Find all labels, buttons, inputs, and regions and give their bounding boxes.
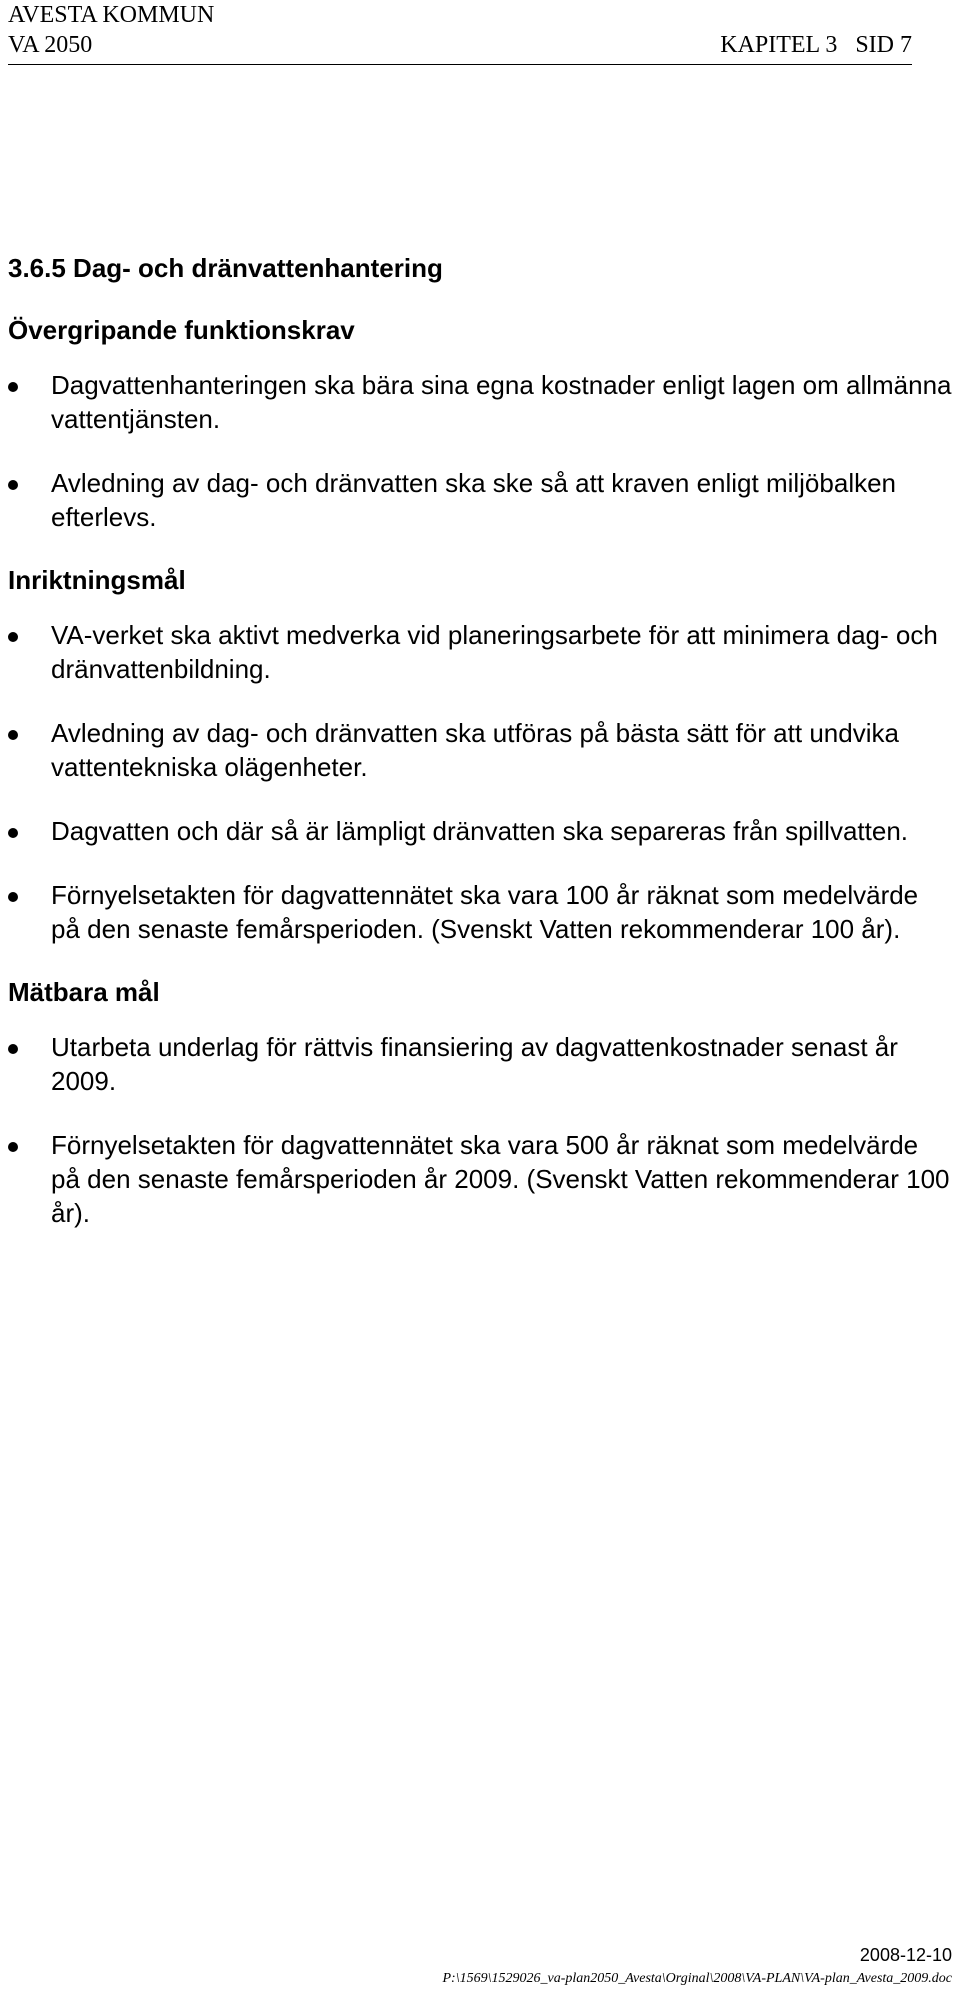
group-heading: Inriktningsmål (8, 565, 186, 595)
bullet-icon (8, 480, 18, 490)
list-item (8, 1030, 953, 1098)
list-item (8, 466, 953, 534)
list-item-text: Utarbeta underlag för rättvis finansiering av dagvattenkostnader senast år 2009. (51, 1032, 898, 1096)
bullet-list (8, 368, 953, 534)
list-item-text: Avledning av dag- och dränvatten ska ske så att kraven enligt miljöbalken efterlevs. (51, 468, 897, 532)
list-item (8, 618, 953, 686)
organization-name: AVESTA KOMMUN (8, 2, 215, 28)
bullet-icon (8, 1044, 18, 1054)
list-item (8, 814, 953, 848)
list-item (8, 878, 953, 946)
list-item-text: Dagvattenhanteringen ska bära sina egna kostnader enligt lagen om allmänna vattentjänsten. (51, 370, 952, 434)
bullet-icon (8, 828, 18, 838)
bullet-list (8, 1030, 953, 1230)
chapter-page-label: KAPITEL 3 SID 7 (720, 32, 912, 58)
header-row (8, 30, 912, 60)
bullet-icon (8, 1142, 18, 1152)
page-header (8, 0, 912, 60)
header-divider (8, 64, 912, 65)
group-overall-requirements (8, 314, 953, 534)
group-heading: Mätbara mål (8, 977, 160, 1007)
list-item (8, 368, 953, 436)
bullet-icon (8, 730, 18, 740)
list-item (8, 716, 953, 784)
group-measurable-goals (8, 976, 953, 1230)
bullet-icon (8, 892, 18, 902)
document-body (8, 252, 953, 1260)
bullet-list (8, 618, 953, 946)
list-item-text: Avledning av dag- och dränvatten ska utföras på bästa sätt för att undvika vattentekniska olägenheter. (51, 718, 899, 782)
list-item (8, 1128, 953, 1230)
list-item-text: Dagvatten och där så är lämpligt dränvatten ska separeras från spillvatten. (51, 816, 909, 846)
footer-date: 2008-12-10 (859, 1945, 952, 1965)
list-item-text: Förnyelsetakten för dagvattennätet ska vara 500 år räknat som medelvärde på den senaste femårsperioden år 2009. (Svenskt Vatten rekommenderar 100 år). (51, 1130, 950, 1228)
list-item-text: Förnyelsetakten för dagvattennätet ska vara 100 år räknat som medelvärde på den senaste femårsperioden. (Svenskt Vatten rekommenderar 100 år). (51, 880, 919, 944)
footer-file-path: P:\1569\1529026_va-plan2050_Avesta\Orginal\2008\VA-PLAN\VA-plan_Avesta_2009.doc (442, 1971, 952, 1986)
bullet-icon (8, 632, 18, 642)
list-item-text: VA-verket ska aktivt medverka vid planeringsarbete för att minimera dag- och dränvattenbildning. (51, 620, 938, 684)
project-name: VA 2050 (8, 32, 93, 58)
section-title: 3.6.5 Dag- och dränvattenhantering (8, 253, 443, 283)
group-targets (8, 564, 953, 946)
group-heading: Övergripande funktionskrav (8, 315, 355, 345)
bullet-icon (8, 382, 18, 392)
